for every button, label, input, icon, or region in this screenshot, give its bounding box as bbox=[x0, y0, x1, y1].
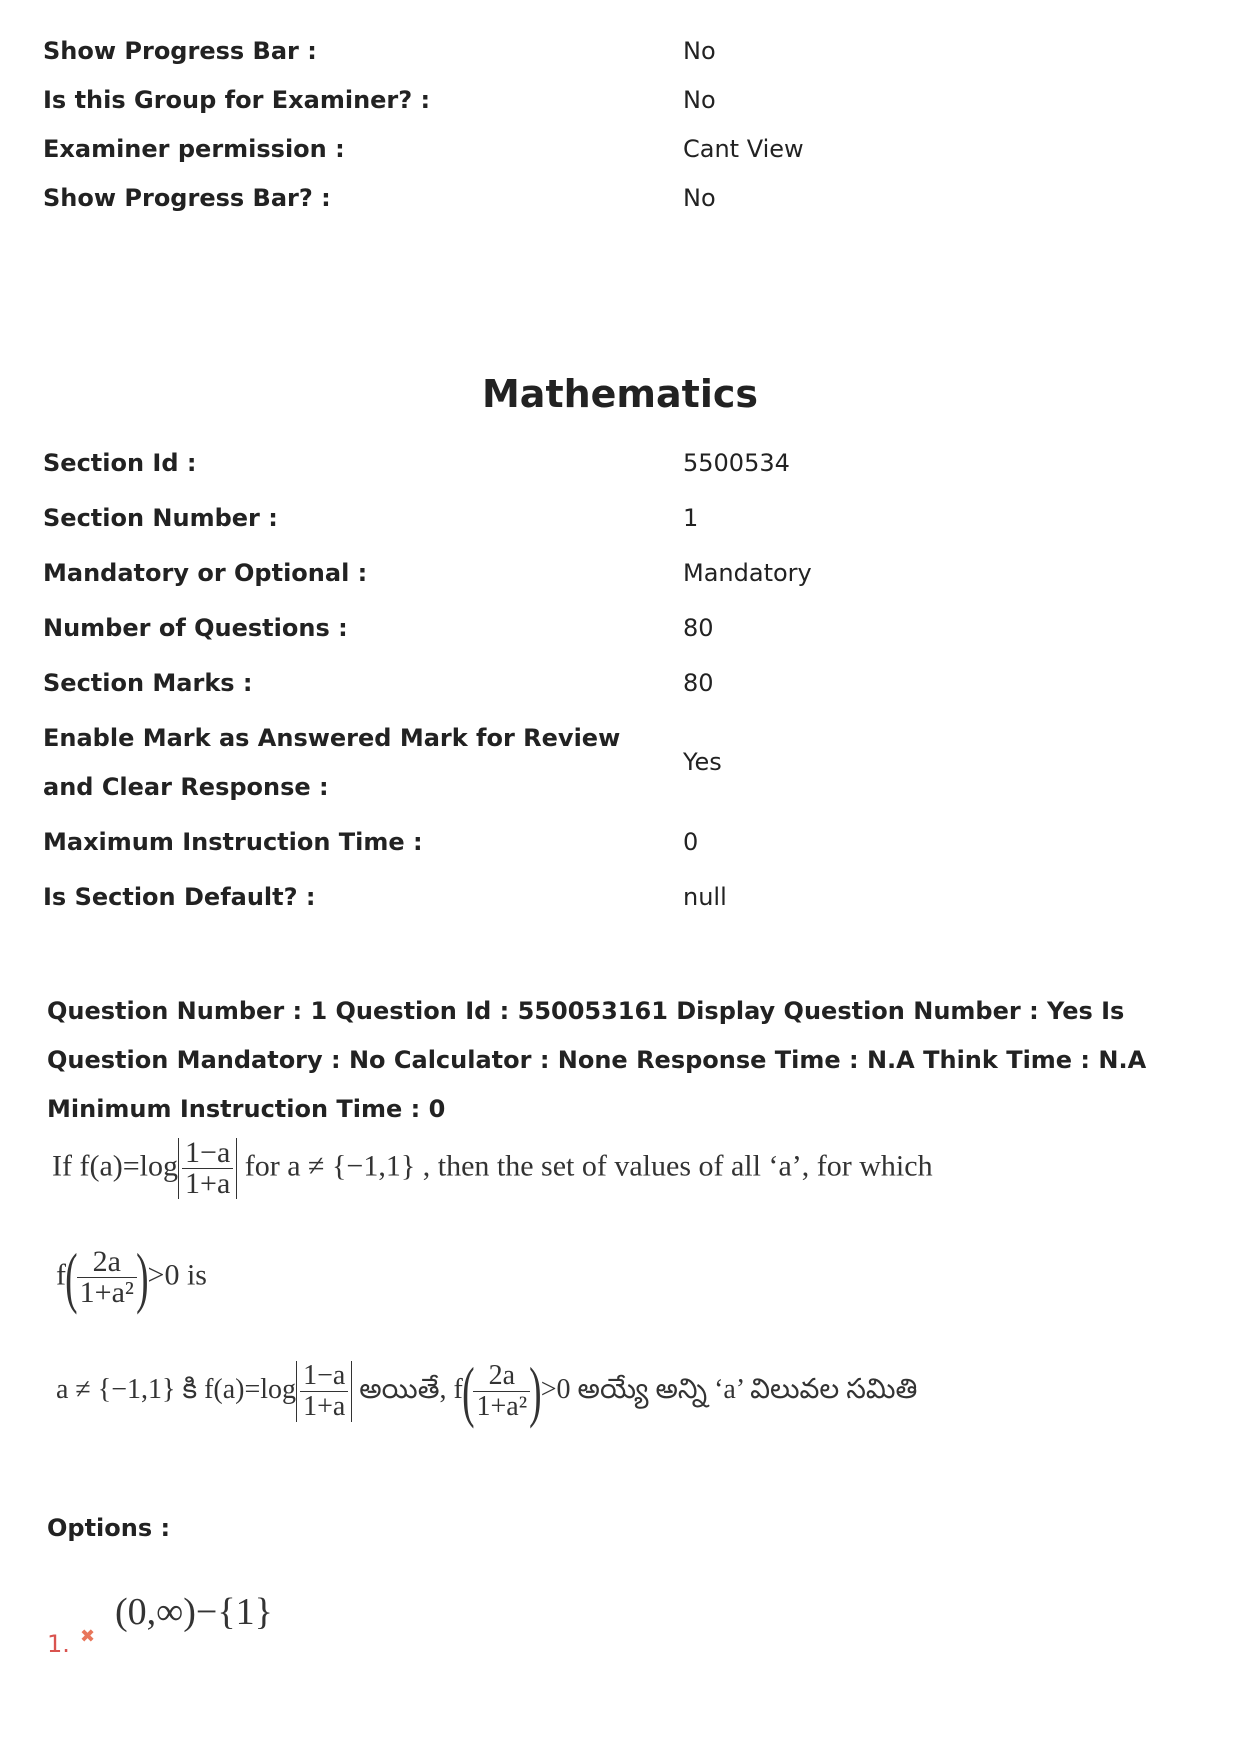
section-value: Yes bbox=[683, 748, 722, 776]
telugu-text-mid: అయితే, f bbox=[359, 1373, 463, 1405]
section-value: 5500534 bbox=[683, 449, 790, 477]
info-label: Examiner permission : bbox=[43, 135, 345, 163]
section-value: Mandatory bbox=[683, 559, 812, 587]
section-value: null bbox=[683, 883, 727, 911]
left-paren: ( bbox=[461, 1353, 475, 1429]
question-text-mid: for a ≠ {−1,1} , then the set of values of all ‘a’, for which bbox=[244, 1149, 933, 1183]
section-label: Section Id : bbox=[43, 449, 197, 477]
option-value: (0,∞)−{1} bbox=[115, 1591, 273, 1633]
absolute-value bbox=[296, 1361, 352, 1422]
section-value: 0 bbox=[683, 828, 699, 856]
section-label: Is Section Default? : bbox=[43, 883, 316, 911]
fraction bbox=[300, 1361, 348, 1422]
wrong-answer-icon: ✖ bbox=[80, 1626, 96, 1647]
fraction-denominator: 1+a² bbox=[476, 1391, 528, 1422]
info-label: Is this Group for Examiner? : bbox=[43, 86, 431, 114]
section-value: 80 bbox=[683, 614, 714, 642]
section-label: Maximum Instruction Time : bbox=[43, 828, 423, 856]
section-label: Enable Mark as Answered Mark for Review and Clear Response : bbox=[43, 724, 621, 801]
question-text-f: f bbox=[56, 1258, 66, 1292]
question-text-english-line2 bbox=[56, 1238, 207, 1317]
section-label: Section Number : bbox=[43, 504, 278, 532]
fraction-numerator: 2a bbox=[77, 1247, 137, 1278]
fraction-denominator: 1+a² bbox=[79, 1276, 134, 1309]
question-text-if: If f(a)=log bbox=[52, 1149, 179, 1183]
question-text-telugu bbox=[56, 1352, 917, 1431]
option-number: 1. bbox=[47, 1630, 70, 1658]
info-value: No bbox=[683, 184, 716, 212]
left-paren: ( bbox=[65, 1239, 78, 1315]
options-label: Options : bbox=[47, 1514, 171, 1542]
info-label: Show Progress Bar? : bbox=[43, 184, 331, 212]
question-text-end: >0 is bbox=[147, 1258, 207, 1292]
fraction-numerator: 1−a bbox=[300, 1361, 348, 1392]
info-value: Cant View bbox=[683, 135, 804, 163]
absolute-value bbox=[178, 1138, 237, 1199]
section-label: Section Marks : bbox=[43, 669, 253, 697]
fraction-denominator: 1+a bbox=[185, 1167, 231, 1200]
info-value: No bbox=[683, 37, 716, 65]
section-label: Number of Questions : bbox=[43, 614, 348, 642]
right-paren: ) bbox=[529, 1353, 542, 1429]
question-header: Question Number : 1 Question Id : 550053161 Display Question Number : Yes Is Question Mandatory : No Calculator : None Response Time : N.A Think Time : N.A Minimum Instruction Time : 0 bbox=[47, 997, 1147, 1123]
fraction-denominator: 1+a bbox=[303, 1391, 346, 1422]
section-value: 80 bbox=[683, 669, 714, 697]
fraction-numerator: 1−a bbox=[182, 1138, 233, 1169]
fraction-numerator: 2a bbox=[473, 1361, 530, 1392]
fraction bbox=[77, 1247, 137, 1308]
fraction bbox=[182, 1138, 233, 1199]
section-title: Mathematics bbox=[481, 372, 759, 416]
telugu-text-end: >0 అయ్యే అన్ని ‘a’ విలువల సమితి bbox=[540, 1373, 918, 1405]
telugu-text-start: a ≠ {−1,1} కి f(a)=log bbox=[56, 1373, 297, 1405]
section-value: 1 bbox=[683, 504, 699, 532]
right-paren: ) bbox=[135, 1239, 149, 1315]
info-value: No bbox=[683, 86, 716, 114]
section-label: Mandatory or Optional : bbox=[43, 559, 368, 587]
fraction bbox=[473, 1361, 530, 1422]
info-label: Show Progress Bar : bbox=[43, 37, 317, 65]
question-text-english bbox=[52, 1138, 933, 1199]
